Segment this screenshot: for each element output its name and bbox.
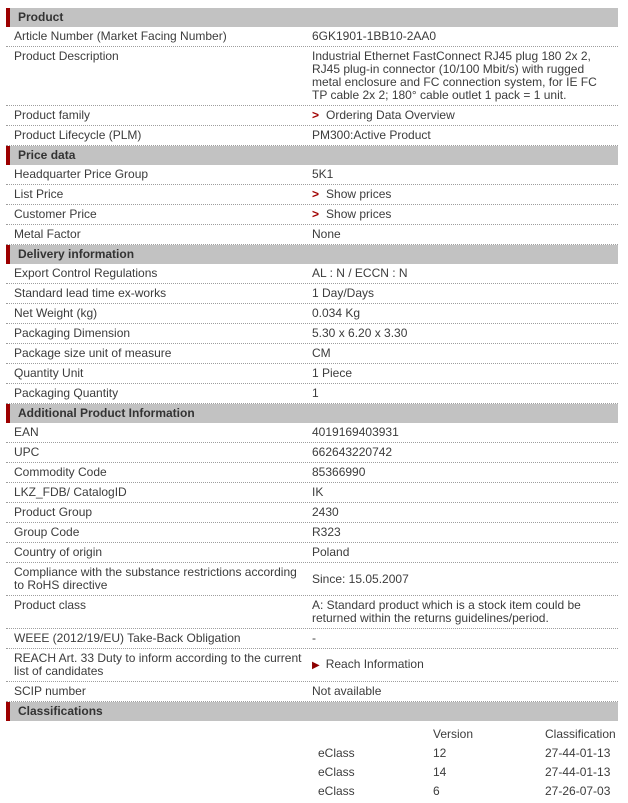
section-header-additional-product-information: Additional Product Information (6, 404, 618, 423)
row-packaging-quantity (6, 384, 618, 404)
row-value: PM300:Active Product (312, 128, 431, 142)
row-label: LKZ_FDB/ CatalogID (14, 485, 127, 499)
row-label: Net Weight (kg) (14, 306, 98, 320)
row-export-control-regulations (6, 264, 618, 284)
row-label: Article Number (Market Facing Number) (14, 29, 227, 43)
ordering-data-overview-link[interactable] (312, 109, 455, 122)
row-value: 662643220742 (312, 445, 393, 459)
row-upc (6, 443, 618, 463)
row-value: 5.30 x 6.20 x 3.30 (312, 326, 408, 340)
row-weee-takeback (6, 629, 618, 649)
row-value: Industrial Ethernet FastConnect RJ45 plug 180 2x 2, RJ45 plug-in connector (10/100 Mbit/s) with rugged metal enclosure and FC connection system, for IE FC TP cable 2x 2; 180° cable outlet 1 pack = 1 unit. (312, 49, 597, 102)
row-value (312, 188, 618, 201)
customer-price-show-prices-link[interactable] (312, 208, 391, 221)
classification-version-cell: 14 (433, 765, 447, 779)
row-value: - (312, 631, 316, 645)
classification-code-cell: 27-44-01-13 (545, 765, 611, 779)
row-ean (6, 423, 618, 443)
row-value: 0.034 Kg (312, 306, 361, 320)
row-label: Product family (14, 108, 91, 122)
row-value: 5K1 (312, 167, 334, 181)
chevron-right-icon: > (312, 207, 320, 221)
classification-system-cell: eClass (318, 746, 355, 760)
section-header-price-data: Price data (6, 146, 618, 165)
section-header-delivery-information: Delivery information (6, 245, 618, 264)
link-label: Show prices (326, 187, 392, 201)
row-package-size-unit (6, 344, 618, 364)
row-quantity-unit (6, 364, 618, 384)
classification-system-cell: eClass (318, 765, 355, 779)
row-value: 85366990 (312, 465, 366, 479)
row-metal-factor (6, 225, 618, 245)
row-value: R323 (312, 525, 341, 539)
row-rohs-compliance (6, 563, 618, 596)
section-header-classifications: Classifications (6, 702, 618, 721)
classifications-table (6, 721, 618, 801)
row-value (312, 208, 618, 221)
row-label: UPC (14, 445, 40, 459)
row-article-number (6, 27, 618, 47)
classification-code-cell: 27-26-07-03 (545, 784, 611, 798)
row-label: Compliance with the substance restrictions according to RoHS directive (14, 565, 297, 592)
row-value: A: Standard product which is a stock item could be returned within the returns guidelines/period. (312, 598, 581, 625)
list-price-show-prices-link[interactable] (312, 188, 391, 201)
row-value: 2430 (312, 505, 339, 519)
row-reach-art33 (6, 649, 618, 682)
row-label: List Price (14, 187, 64, 201)
row-value: None (312, 227, 341, 241)
row-product-group (6, 503, 618, 523)
classification-row (318, 782, 618, 801)
reach-information-link[interactable] (312, 658, 424, 672)
row-value: AL : N / ECCN : N (312, 266, 408, 280)
row-label: Customer Price (14, 207, 97, 221)
row-label: Product class (14, 598, 87, 612)
row-value: CM (312, 346, 331, 360)
row-headquarter-price-group (6, 165, 618, 185)
row-list-price (6, 185, 618, 205)
triangle-right-icon: ▶ (312, 660, 320, 671)
link-label: Reach Information (325, 657, 424, 671)
classification-version-header: Version (433, 727, 474, 741)
classification-code-header: Classification (545, 727, 616, 741)
row-label: SCIP number (14, 684, 86, 698)
row-commodity-code (6, 463, 618, 483)
classification-version-cell: 6 (433, 784, 440, 798)
row-value: IK (312, 485, 324, 499)
row-value: Not available (312, 684, 382, 698)
row-group-code (6, 523, 618, 543)
row-label: Headquarter Price Group (14, 167, 149, 181)
row-label: Package size unit of measure (14, 346, 172, 360)
row-value: Since: 15.05.2007 (312, 571, 409, 586)
row-value: Poland (312, 545, 350, 559)
row-label: EAN (14, 425, 39, 439)
row-value: 1 Day/Days (312, 286, 375, 300)
row-value: 1 Piece (312, 366, 353, 380)
classification-row (318, 763, 618, 782)
row-value: 6GK1901-1BB10-2AA0 (312, 29, 437, 43)
row-value: 4019169403931 (312, 425, 399, 439)
row-value: 1 (312, 386, 319, 400)
row-label: WEEE (2012/19/EU) Take-Back Obligation (14, 631, 241, 645)
row-label: Country of origin (14, 545, 103, 559)
row-value (312, 658, 618, 672)
row-net-weight (6, 304, 618, 324)
section-header-product: Product (6, 8, 618, 27)
row-label: Group Code (14, 525, 80, 539)
row-label: Product Description (14, 49, 119, 63)
row-label: Product Group (14, 505, 93, 519)
row-packaging-dimension (6, 324, 618, 344)
row-standard-lead-time (6, 284, 618, 304)
row-label: Packaging Quantity (14, 386, 119, 400)
row-label: Metal Factor (14, 227, 81, 241)
row-label: Export Control Regulations (14, 266, 158, 280)
link-label: Show prices (326, 207, 392, 221)
classification-system-cell: eClass (318, 784, 355, 798)
row-product-family (6, 106, 618, 126)
row-customer-price (6, 205, 618, 225)
chevron-right-icon: > (312, 108, 320, 122)
row-label: REACH Art. 33 Duty to inform according to the current list of candidates (14, 651, 302, 678)
row-label: Product Lifecycle (PLM) (14, 128, 142, 142)
row-product-description (6, 47, 618, 106)
row-product-class (6, 596, 618, 629)
row-value (312, 109, 618, 122)
row-label: Packaging Dimension (14, 326, 131, 340)
row-scip-number (6, 682, 618, 702)
row-label: Commodity Code (14, 465, 107, 479)
classifications-header-row (318, 725, 618, 744)
row-product-lifecycle (6, 126, 618, 146)
classification-code-cell: 27-44-01-13 (545, 746, 611, 760)
classification-row (318, 744, 618, 763)
chevron-right-icon: > (312, 187, 320, 201)
row-lkz-fdb-catalogid (6, 483, 618, 503)
link-label: Ordering Data Overview (326, 108, 455, 122)
row-label: Quantity Unit (14, 366, 84, 380)
row-label: Standard lead time ex-works (14, 286, 167, 300)
classification-version-cell: 12 (433, 746, 447, 760)
row-country-of-origin (6, 543, 618, 563)
